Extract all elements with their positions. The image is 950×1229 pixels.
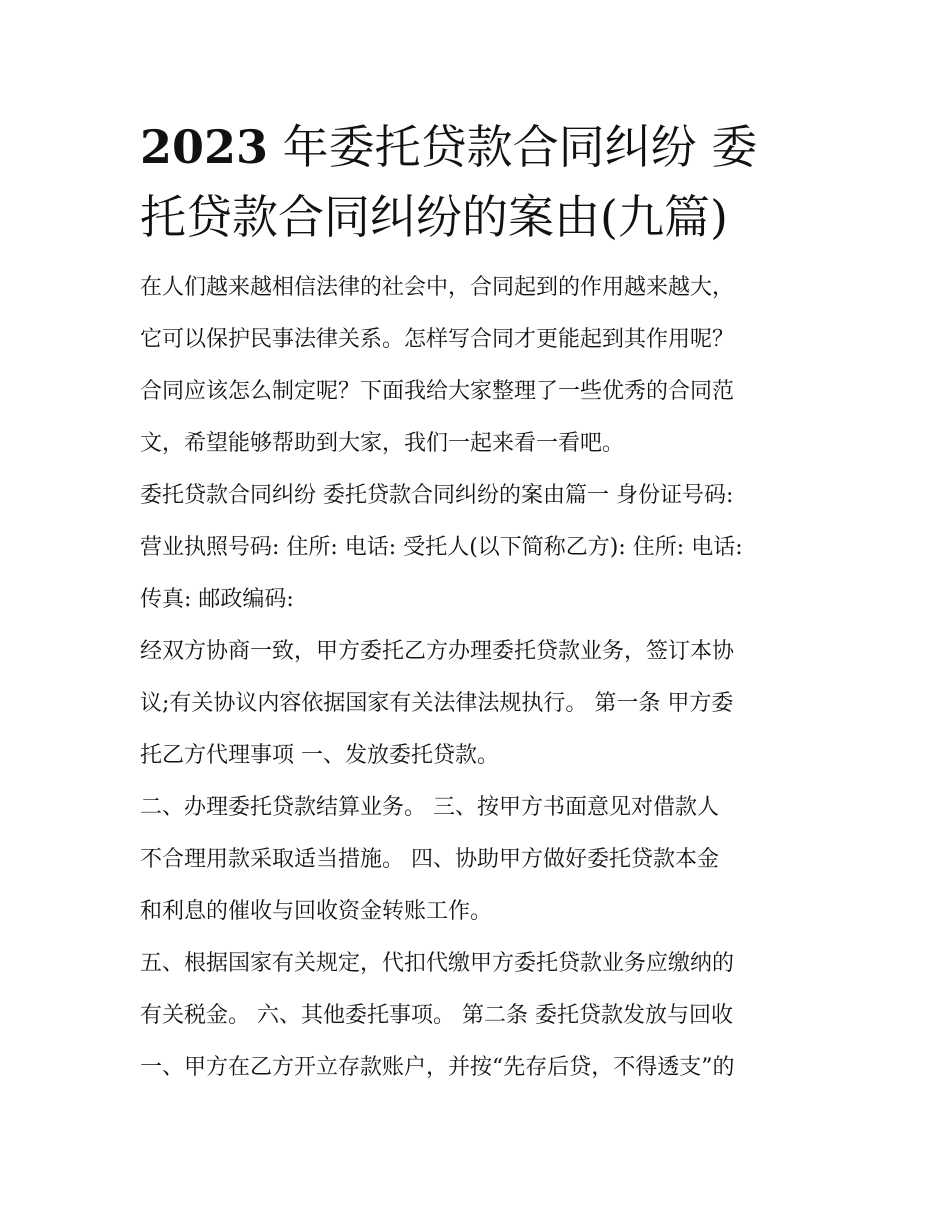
body-line: 和利息的催收与回收资金转账工作。: [140, 899, 493, 924]
document-body: [140, 262, 820, 1094]
title-year: 2023: [140, 120, 269, 174]
body-line: 合同应该怎么制定呢？下面我给大家整理了一些优秀的合同范: [140, 379, 735, 404]
title-line-2: 托贷款合同纠纷的案由(九篇): [140, 190, 728, 244]
body-line: 托乙方代理事项 一、发放委托贷款。: [140, 743, 499, 768]
body-line: 在人们越来越相信法律的社会中，合同起到的作用越来越大，: [140, 275, 735, 300]
body-line: 传真: 邮政编码:: [140, 587, 294, 612]
body-line: 委托贷款合同纠纷 委托贷款合同纠纷的案由篇一 身份证号码:: [140, 483, 734, 508]
body-line: 二、办理委托贷款结算业务。 三、按甲方书面意见对借款人: [140, 795, 719, 820]
body-line: 营业执照号码: 住所: 电话: 受托人(以下简称乙方): 住所: 电话:: [140, 535, 743, 560]
body-line: 议;有关协议内容依据国家有关法律法规执行。 第一条 甲方委: [140, 691, 734, 716]
body-line: 经双方协商一致，甲方委托乙方办理委托贷款业务，签订本协: [140, 639, 735, 664]
title-line-1: [140, 112, 820, 182]
body-line: 它可以保护民事法律关系。怎样写合同才更能起到其作用呢？: [140, 327, 735, 352]
body-line: 五、根据国家有关规定，代扣代缴甲方委托贷款业务应缴纳的: [140, 951, 735, 976]
body-line: 文，希望能够帮助到大家，我们一起来看一看吧。: [140, 431, 625, 456]
body-line: 一、甲方在乙方开立存款账户，并按“先存后贷，不得透支”的: [140, 1055, 735, 1080]
title-line-1-text: 年委托贷款合同纠纷 委: [268, 120, 758, 174]
document-title: [140, 112, 820, 252]
document-page: [140, 112, 820, 1094]
body-line: 有关税金。 六、其他委托事项。 第二条 委托贷款发放与回收: [140, 1003, 733, 1028]
body-line: 不合理用款采取适当措施。 四、协助甲方做好委托贷款本金: [140, 847, 719, 872]
